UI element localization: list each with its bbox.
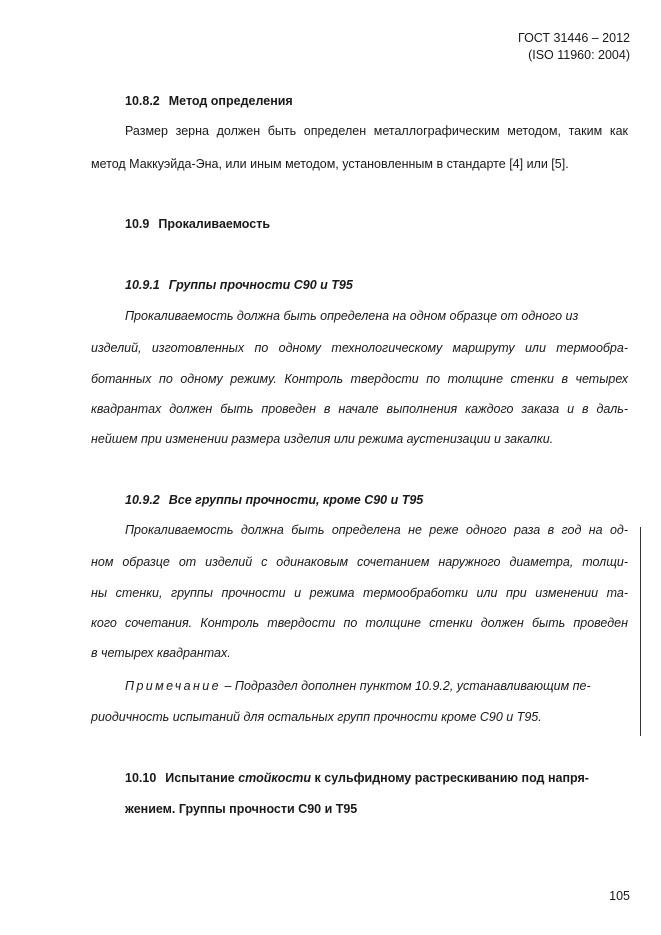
section-title: Метод определения [168,94,293,108]
paragraph-line: кого сочетания. Контроль твердости по толщине стенки должен быть проведен [91,616,628,630]
heading-10-9-2 [125,491,628,509]
section-title: Группы прочности С90 и Т95 [168,278,353,292]
note-line [125,677,628,695]
heading-10-9-1 [125,276,628,294]
paragraph-line: ботанных по одному режиму. Контроль твердости по толщине стенки в четырех [91,372,628,386]
section-title-italic: стойкости [238,771,312,785]
paragraph-line: изделий, изготовленных по одному технологическому маршруту или термообра- [91,341,628,355]
paragraph-line: Размер зерна должен быть определен металлографическим методом, таким как [125,124,628,138]
section-number: 10.8.2 [125,94,160,108]
heading-10-10-continuation: жением. Группы прочности С90 и Т95 [125,802,358,816]
paragraph-line: квадрантах должен быть проведен в начале выполнения каждого заказа и в даль- [91,402,628,416]
page-number: 105 [609,889,630,903]
section-number: 10.9.1 [125,278,160,292]
heading-10-9 [125,215,628,233]
note-text: – Подраздел дополнен пунктом 10.9.2, устанавливающим пе- [224,679,591,693]
section-title: Все группы прочности, кроме С90 и Т95 [168,493,424,507]
iso-reference: (ISO 11960: 2004) [528,48,630,62]
change-bar [640,527,641,736]
paragraph-line: ном образце от изделий с одинаковым сочетанием наружного диаметра, толщи- [91,555,628,569]
note-line: риодичность испытаний для остальных групп прочности кроме С90 и Т95. [91,710,542,724]
standard-designation: ГОСТ 31446 – 2012 [518,31,630,45]
heading-10-10 [125,769,628,787]
section-title-part: к сульфидному растрескиванию под напря- [314,771,589,785]
heading-10-8-2 [125,92,628,110]
section-title-part: Испытание [165,771,235,785]
paragraph-line: в четырех квадрантах. [91,646,231,660]
paragraph-line: ны стенки, группы прочности и режима термообработки или при изменении та- [91,586,628,600]
paragraph-line: нейшем при изменении размера изделия или режима аустенизации и закалки. [91,432,554,446]
paragraph-line: метод Маккуэйда-Эна, или иным методом, установленным в стандарте [4] или [5]. [91,157,569,171]
document-header [518,30,630,64]
note-label: Примечание [125,679,221,693]
paragraph-line: Прокаливаемость должна быть определена не реже одного раза в год на од- [125,523,628,537]
paragraph-line: Прокаливаемость должна быть определена на одном образце от одного из [125,309,579,323]
section-number: 10.9 [125,217,150,231]
section-title: Прокаливаемость [158,217,271,231]
section-number: 10.9.2 [125,493,160,507]
section-number: 10.10 [125,771,157,785]
